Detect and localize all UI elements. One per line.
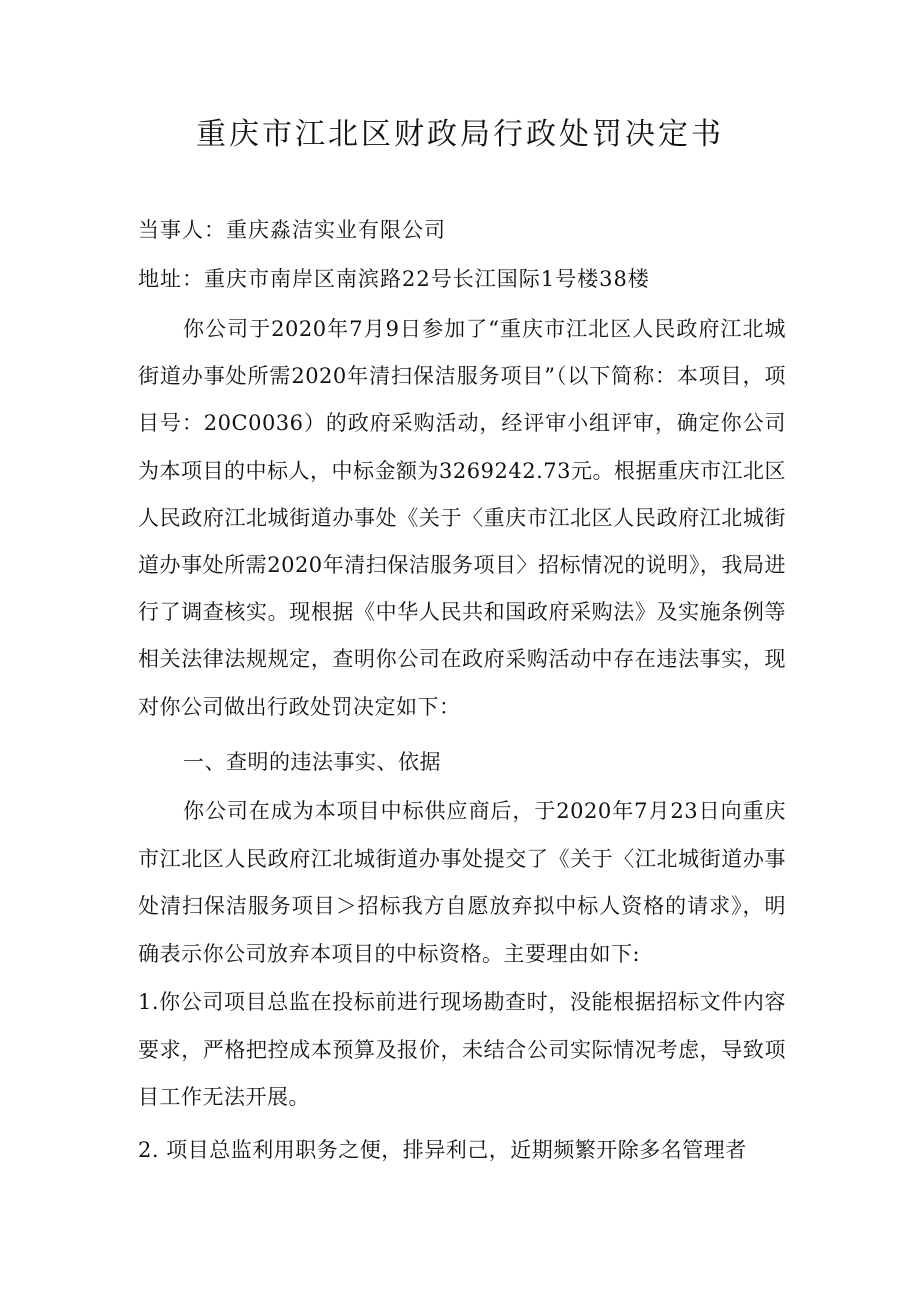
intro-text: 你公司于2020年7月9日参加了“重庆市江北区人民政府江北城街道办事处所需2020年清扫保洁服务项目”（以下简称：本项目，项目号：20C0036）的政府采购活动，经评审小组评审，确定你公司为本项目的中标人，中标金额为3269242.73元。根据重庆市江北区人民政府江北城街道办事处《关于〈重庆市江北区人民政府江北城街道办事处所需2020年清扫保洁服务项目〉招标情况的说明》，我局进行了调查核实。现根据《中华人民共和国政府采购法》及实施条例等相关法律法规规定，查明你公司在政府采购活动中存在违法事实，现对你公司做出行政处罚决定如下： — [138, 317, 786, 719]
section-heading-text: 一、查明的违法事实、依据 — [183, 750, 441, 774]
document-title: 重庆市江北区财政局行政处罚决定书 — [196, 117, 724, 152]
address-line: 地址：重庆市南岸区南滨路22号长江国际1号楼38楼 — [138, 267, 650, 291]
reason-1-text: 1.你公司项目总监在投标前进行现场勘查时，没能根据招标文件内容要求，严格把控成本预算及报价，未结合公司实际情况考虑，导致项目工作无法开展。 — [138, 990, 786, 1110]
party-line: 当事人：重庆淼洁实业有限公司 — [138, 218, 446, 242]
facts-paragraph — [138, 788, 786, 979]
section-heading — [138, 739, 786, 786]
reason-item-2 — [138, 1127, 786, 1174]
reason-item-1 — [138, 979, 786, 1122]
reason-2-text: 2. 项目总监利用职务之便，排异利己，近期频繁开除多名管理者 — [138, 1138, 747, 1162]
facts-text: 你公司在成为本项目中标供应商后，于2020年7月23日向重庆市江北区人民政府江北城街道办事处提交了《关于〈江北城街道办事处清扫保洁服务项目＞招标我方自愿放弃拟中标人资格的请求》，明确表示你公司放弃本项目的中标资格。主要理由如下: — [138, 799, 786, 967]
intro-paragraph — [138, 306, 786, 731]
